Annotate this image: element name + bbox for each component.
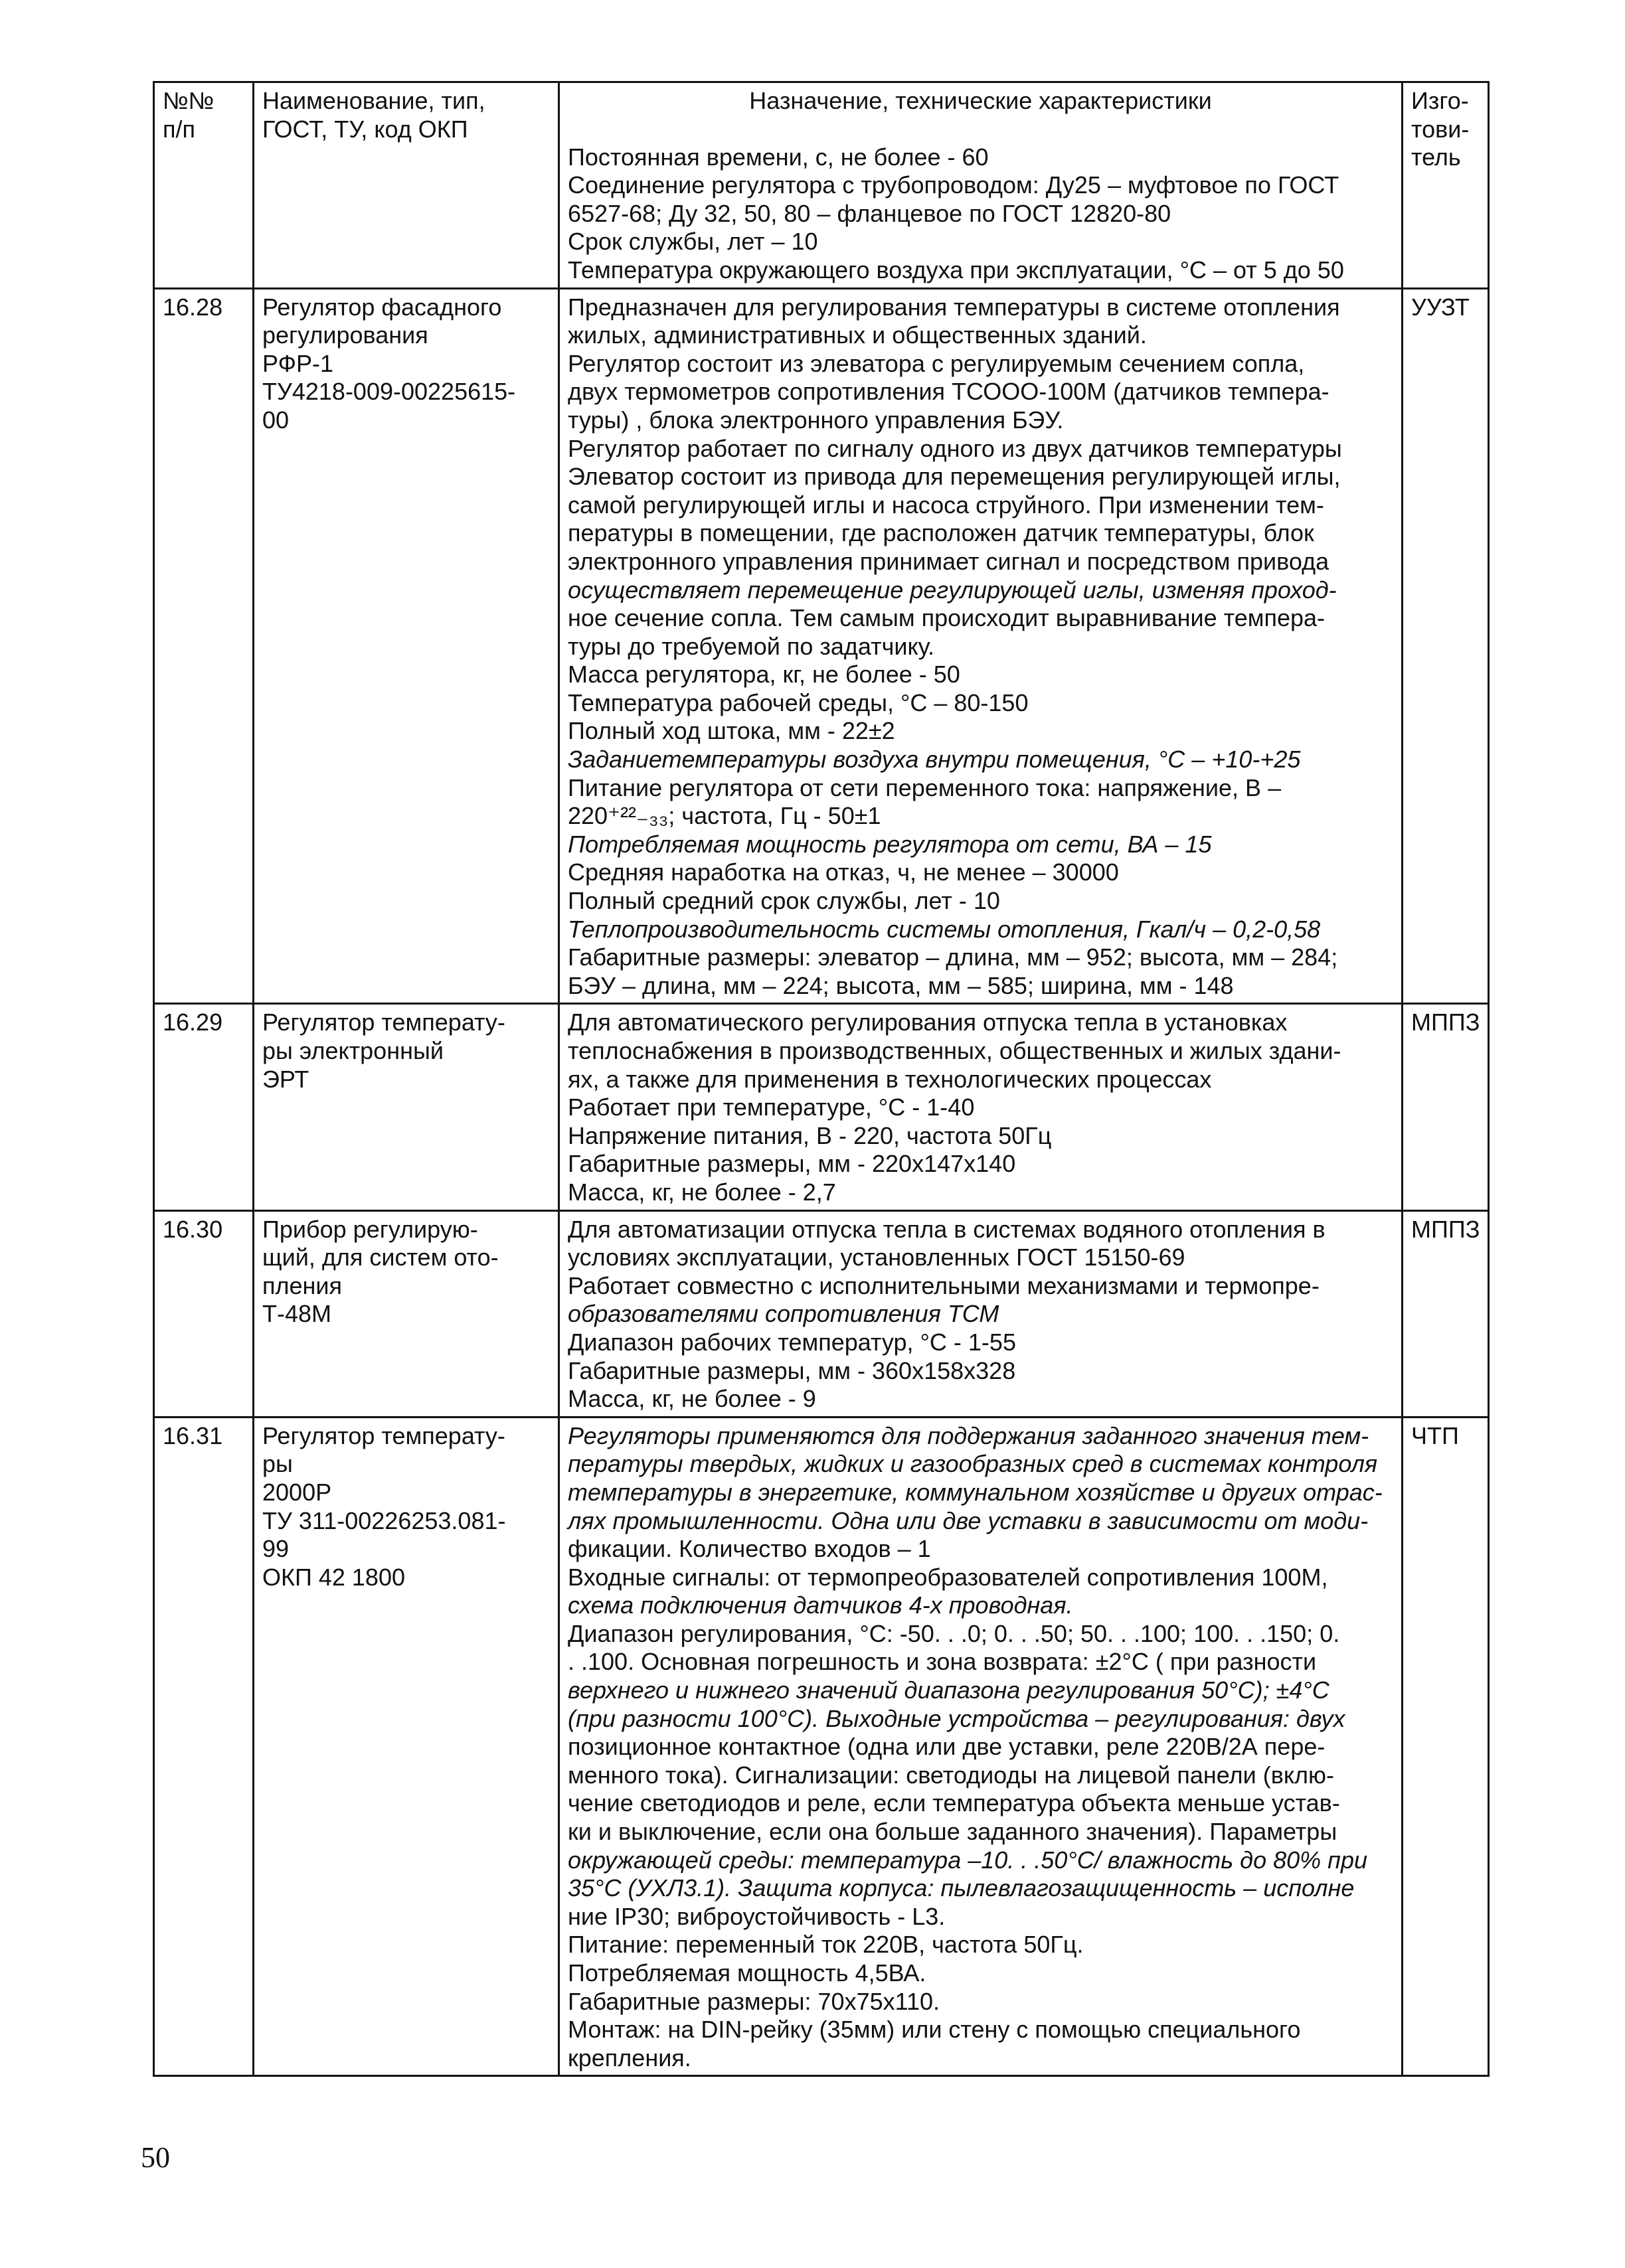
table-row xyxy=(154,288,1489,1004)
header-name-line: ГОСТ, ТУ, код ОКП xyxy=(262,115,468,143)
row-desc-line: Габаритные размеры: 70х75х110. xyxy=(568,1987,940,2015)
row-desc-line: пературы твердых, жидких и газообразных сред в системах контроля xyxy=(568,1450,1378,1478)
row-desc-cell xyxy=(559,1210,1403,1417)
row-name-cell xyxy=(254,1417,559,2076)
row-desc-line: Для автоматического регулирования отпуска тепла в установках xyxy=(568,1009,1288,1036)
header-num-cell xyxy=(154,82,254,289)
continuation-line: Постоянная времени, с, не более - 60 xyxy=(568,143,989,171)
row-num-cell: 16.29 xyxy=(154,1004,254,1210)
row-desc-line: Работает при температуре, °С - 1-40 xyxy=(568,1094,975,1121)
table-row xyxy=(154,1210,1489,1417)
row-desc-line: Элеватор состоит из привода для перемещения регулирующей иглы, xyxy=(568,463,1341,491)
row-desc-line: крепления. xyxy=(568,2044,691,2071)
row-desc-line: Масса регулятора, кг, не более - 50 xyxy=(568,661,960,688)
row-desc-line: окружающей среды: температура –10. . .50°С/ влажность до 80% при xyxy=(568,1846,1368,1874)
row-desc-line: Габаритные размеры: элеватор – длина, мм – 952; высота, мм – 284; xyxy=(568,943,1338,971)
row-name-line: регулирования xyxy=(262,321,428,349)
row-desc-line: температуры в энергетике, коммунальном хозяйстве и других отрас- xyxy=(568,1478,1383,1506)
row-name-line: РФР-1 xyxy=(262,349,333,377)
table-row xyxy=(154,1417,1489,2076)
row-desc-line: ное сечение сопла. Тем самым происходит выравнивание темпера- xyxy=(568,604,1326,632)
header-name-line: Наименование, тип, xyxy=(262,87,485,114)
row-maker-cell: МППЗ xyxy=(1403,1004,1489,1210)
row-desc-line: Заданиетемпературы воздуха внутри помещения, °С – +10-+25 xyxy=(568,746,1301,773)
row-desc-line: двух термометров сопротивления ТСООО-100М (датчиков темпера- xyxy=(568,378,1329,406)
row-name-line: ТУ 311-00226253.081- xyxy=(262,1506,506,1534)
header-desc-cell xyxy=(559,82,1403,289)
continuation-line: Температура окружающего воздуха при эксплуатации, °С – от 5 до 50 xyxy=(568,256,1344,284)
row-desc-line: менного тока). Сигнализации: светодиоды на лицевой панели (вклю- xyxy=(568,1761,1335,1789)
row-desc-line: Регулятор состоит из элеватора с регулируемым сечением сопла, xyxy=(568,349,1305,377)
row-name-line: Регулятор температу- xyxy=(262,1009,505,1036)
header-desc: Назначение, технические характеристики xyxy=(749,87,1212,114)
row-desc-line: Масса, кг, не более - 9 xyxy=(568,1385,816,1413)
row-desc-line: пературы в помещении, где расположен датчик температуры, блок xyxy=(568,519,1314,547)
row-desc-line: 35°С (УХЛ3.1). Защита корпуса: пылевлагозащищенность – исполне xyxy=(568,1874,1355,1902)
row-desc-line: схема подключения датчиков 4-х проводная. xyxy=(568,1591,1073,1619)
row-name-cell xyxy=(254,1210,559,1417)
row-desc-line: . .100. Основная погрешность и зона возврата: ±2°С ( при разности xyxy=(568,1648,1317,1676)
row-desc-line: Габаритные размеры, мм - 220х147х140 xyxy=(568,1150,1016,1178)
row-desc-line: 220⁺²²₋₃₃; частота, Гц - 50±1 xyxy=(568,802,881,830)
row-desc-line: (при разности 100°С). Выходные устройства – регулирования: двух xyxy=(568,1704,1345,1732)
row-name-line: 00 xyxy=(262,406,290,434)
row-name-line: щий, для систем ото- xyxy=(262,1244,499,1271)
row-desc-line: туры) , блока электронного управления БЭУ. xyxy=(568,406,1064,434)
row-desc-line: Напряжение питания, В - 220, частота 50Гц xyxy=(568,1121,1052,1149)
row-desc-line: чение светодиодов и реле, если температура объекта меньше устав- xyxy=(568,1789,1340,1817)
header-maker-line: Изго- xyxy=(1411,87,1469,114)
row-name-line: Регулятор температу- xyxy=(262,1421,505,1449)
row-desc-line: ние IP30; виброустойчивость - L3. xyxy=(568,1902,946,1930)
row-desc-line: БЭУ – длина, мм – 224; высота, мм – 585; ширина, мм - 148 xyxy=(568,971,1234,999)
table-body xyxy=(154,288,1489,2076)
header-maker-line: тель xyxy=(1411,143,1461,171)
row-desc-line: туры до требуемой по задатчику. xyxy=(568,632,935,660)
row-desc-line: Регулятор работает по сигналу одного из двух датчиков температуры xyxy=(568,434,1342,462)
row-desc-line: Теплопроизводительность системы отопления, Гкал/ч – 0,2-0,58 xyxy=(568,915,1321,943)
row-desc-line: Монтаж: на DIN-рейку (35мм) или стену с помощью специального xyxy=(568,2016,1301,2044)
page-number: 50 xyxy=(141,2141,170,2174)
row-name-line: Прибор регулирую- xyxy=(262,1215,478,1243)
header-num-line: п/п xyxy=(163,115,195,143)
row-name-line: ЭРТ xyxy=(262,1065,309,1093)
row-desc-line: Диапазон рабочих температур, °С - 1-55 xyxy=(568,1328,1016,1356)
row-desc-line: самой регулирующей иглы и насоса струйного. При изменении тем- xyxy=(568,491,1324,519)
row-desc-line: Диапазон регулирования, °С: -50. . .0; 0. . .50; 50. . .100; 100. . .150; 0. xyxy=(568,1619,1340,1647)
continuation-line: Соединение регулятора с трубопроводом: Ду25 – муфтовое по ГОСТ xyxy=(568,171,1339,199)
row-name-line: пления xyxy=(262,1271,343,1299)
header-name-cell xyxy=(254,82,559,289)
row-desc-line: электронного управления принимает сигнал и посредством привода xyxy=(568,547,1329,575)
row-desc-line: Средняя наработка на отказ, ч, не менее – 30000 xyxy=(568,858,1119,886)
row-desc-line: фикации. Количество входов – 1 xyxy=(568,1535,931,1563)
row-name-line: Т-48М xyxy=(262,1300,332,1328)
row-maker-cell: МППЗ xyxy=(1403,1210,1489,1417)
row-desc-cell xyxy=(559,1417,1403,2076)
row-desc-line: Питание регулятора от сети переменного тока: напряжение, В – xyxy=(568,773,1282,801)
row-name-line: 2000Р xyxy=(262,1478,332,1506)
row-desc-line: осуществляет перемещение регулирующей иглы, изменяя проход- xyxy=(568,576,1337,604)
continuation-line: Срок службы, лет – 10 xyxy=(568,228,818,256)
row-desc-line: Потребляемая мощность 4,5ВА. xyxy=(568,1959,926,1986)
row-name-line: ры xyxy=(262,1450,293,1478)
row-name-line: ОКП 42 1800 xyxy=(262,1563,405,1591)
row-num-cell: 16.30 xyxy=(154,1210,254,1417)
row-name-cell xyxy=(254,1004,559,1210)
row-desc-cell xyxy=(559,288,1403,1004)
row-name-line: ры электронный xyxy=(262,1037,444,1064)
row-maker-cell: ЧТП xyxy=(1403,1417,1489,2076)
row-desc-line: Входные сигналы: от термопреобразователей сопротивления 100М, xyxy=(568,1563,1328,1591)
header-maker-line: тови- xyxy=(1411,115,1470,143)
row-desc-line: Температура рабочей среды, °С – 80-150 xyxy=(568,688,1029,716)
spacer xyxy=(568,116,1393,143)
row-desc-line: позиционное контактное (одна или две уставки, реле 220В/2А пере- xyxy=(568,1733,1326,1761)
row-num-cell: 16.28 xyxy=(154,288,254,1004)
table-row xyxy=(154,1004,1489,1210)
row-desc-line: Масса, кг, не более - 2,7 xyxy=(568,1178,836,1206)
row-num-cell: 16.31 xyxy=(154,1417,254,2076)
row-name-line: Регулятор фасадного xyxy=(262,293,502,321)
row-name-line: ТУ4218-009-00225615- xyxy=(262,378,516,406)
row-desc-line: образователями сопротивления ТСМ xyxy=(568,1300,999,1328)
row-desc-line: Полный средний срок службы, лет - 10 xyxy=(568,887,1000,915)
row-desc-line: Потребляемая мощность регулятора от сети, ВА – 15 xyxy=(568,830,1212,858)
spec-table xyxy=(153,81,1490,2077)
row-desc-line: Питание: переменный ток 220В, частота 50Гц. xyxy=(568,1931,1084,1959)
row-desc-line: Предназначен для регулирования температуры в системе отопления xyxy=(568,293,1340,321)
row-name-line: 99 xyxy=(262,1535,290,1563)
row-desc-line: Работает совместно с исполнительными механизмами и термопре- xyxy=(568,1271,1320,1299)
row-desc-line: ях, а также для применения в технологических процессах xyxy=(568,1065,1212,1093)
row-desc-cell xyxy=(559,1004,1403,1210)
row-desc-line: условиях эксплуатации, установленных ГОСТ 15150-69 xyxy=(568,1244,1185,1271)
row-desc-line: ки и выключение, если она больше заданного значения). Параметры xyxy=(568,1818,1337,1846)
row-desc-line: теплоснабжения в производственных, общественных и жилых здани- xyxy=(568,1037,1341,1064)
row-desc-line: Для автоматизации отпуска тепла в системах водяного отопления в xyxy=(568,1215,1326,1243)
header-num-line: №№ xyxy=(163,87,214,114)
row-desc-line: Полный ход штока, мм - 22±2 xyxy=(568,717,895,745)
row-name-cell xyxy=(254,288,559,1004)
row-maker-cell: УУЗТ xyxy=(1403,288,1489,1004)
row-desc-line: Габаритные размеры, мм - 360х158х328 xyxy=(568,1356,1016,1384)
header-maker-cell xyxy=(1403,82,1489,289)
row-desc-line: жилых, административных и общественных зданий. xyxy=(568,321,1147,349)
row-desc-line: лях промышленности. Одна или две уставки в зависимости от моди- xyxy=(568,1506,1369,1534)
continuation-line: 6527-68; Ду 32, 50, 80 – фланцевое по ГОСТ 12820-80 xyxy=(568,199,1171,227)
row-desc-line: Регуляторы применяются для поддержания заданного значения тем- xyxy=(568,1421,1369,1449)
row-desc-line: верхнего и нижнего значений диапазона регулирования 50°С); ±4°С xyxy=(568,1676,1329,1704)
